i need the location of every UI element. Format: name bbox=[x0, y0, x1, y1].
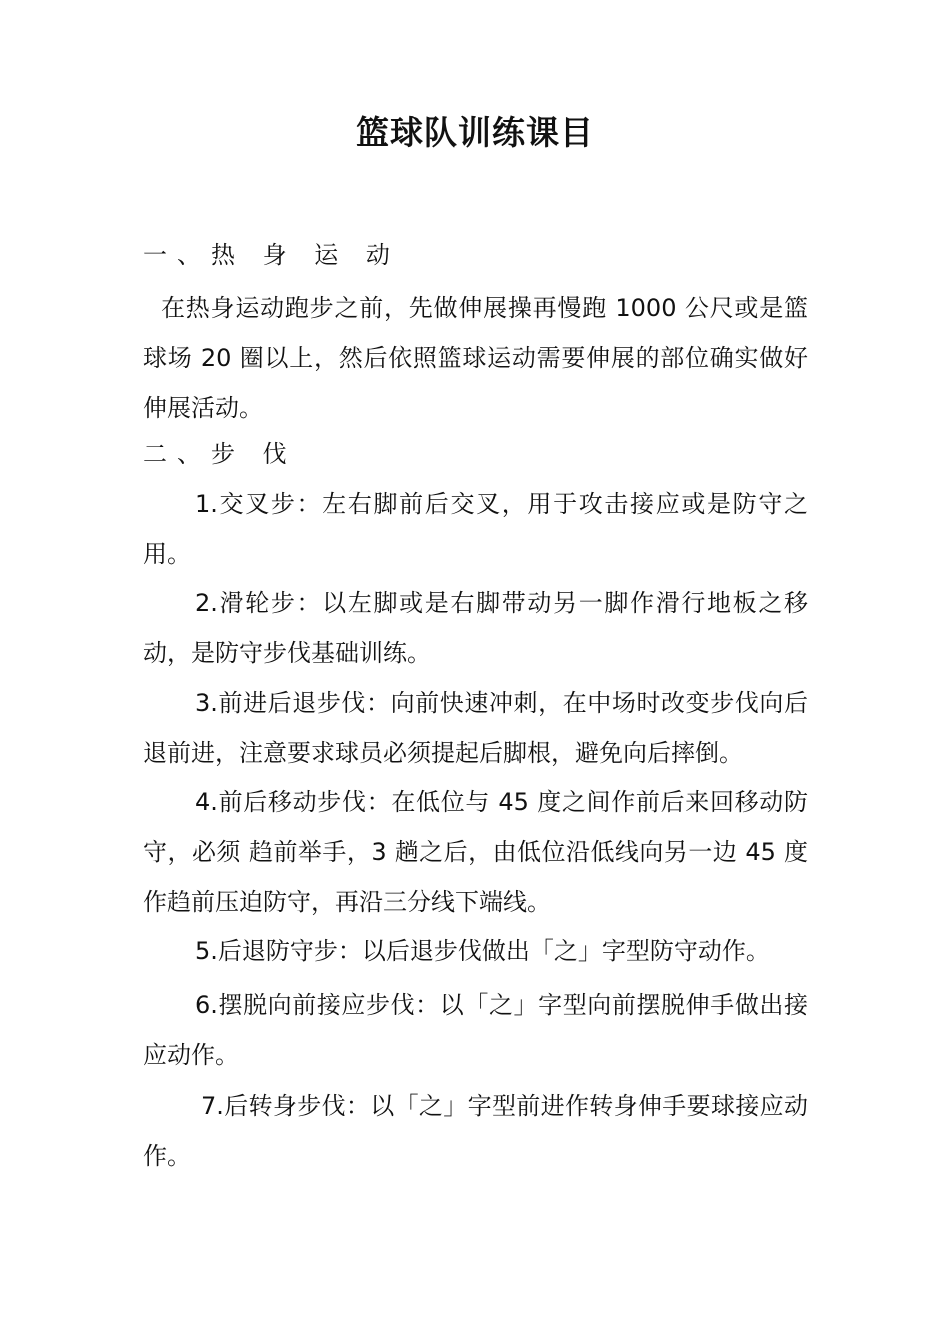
paragraph-footwork-6: 6.摆脱向前接应步伐：以「之」字型向前摆脱伸手做出接应动作。 bbox=[143, 991, 808, 1069]
section-heading-warmup: 一、热 身 运 动 bbox=[143, 241, 400, 269]
section-heading-footwork: 二、步 伐 bbox=[143, 440, 297, 468]
paragraph-footwork-7: 7.后转身步伐：以「之」字型前进作转身伸手要球接应动作。 bbox=[143, 1092, 808, 1170]
paragraph-footwork-1: 1.交叉步：左右脚前后交叉，用于攻击接应或是防守之用。 bbox=[143, 490, 808, 568]
paragraph-footwork-3: 3.前进后退步伐：向前快速冲刺，在中场时改变步伐向后退前进，注意要求球员必须提起后脚根，避免向后摔倒。 bbox=[143, 689, 808, 767]
paragraph-footwork-2: 2.滑轮步：以左脚或是右脚带动另一脚作滑行地板之移动，是防守步伐基础训练。 bbox=[143, 589, 808, 667]
paragraph-footwork-4: 4.前后移动步伐：在低位与 45 度之间作前后来回移动防守，必须 趋前举手，3 趟之后，由低位沿低线向另一边 45 度作趋前压迫防守，再沿三分线下端线。 bbox=[143, 788, 808, 916]
paragraph-footwork-5: 5.后退防守步：以后退步伐做出「之」字型防守动作。 bbox=[195, 937, 770, 965]
document-title: 篮球队训练课目 bbox=[356, 113, 594, 152]
paragraph-warmup: 在热身运动跑步之前，先做伸展操再慢跑 1000 公尺或是篮球场 20 圈以上，然后依照篮球运动需要伸展的部位确实做好伸展活动。 bbox=[143, 294, 808, 422]
